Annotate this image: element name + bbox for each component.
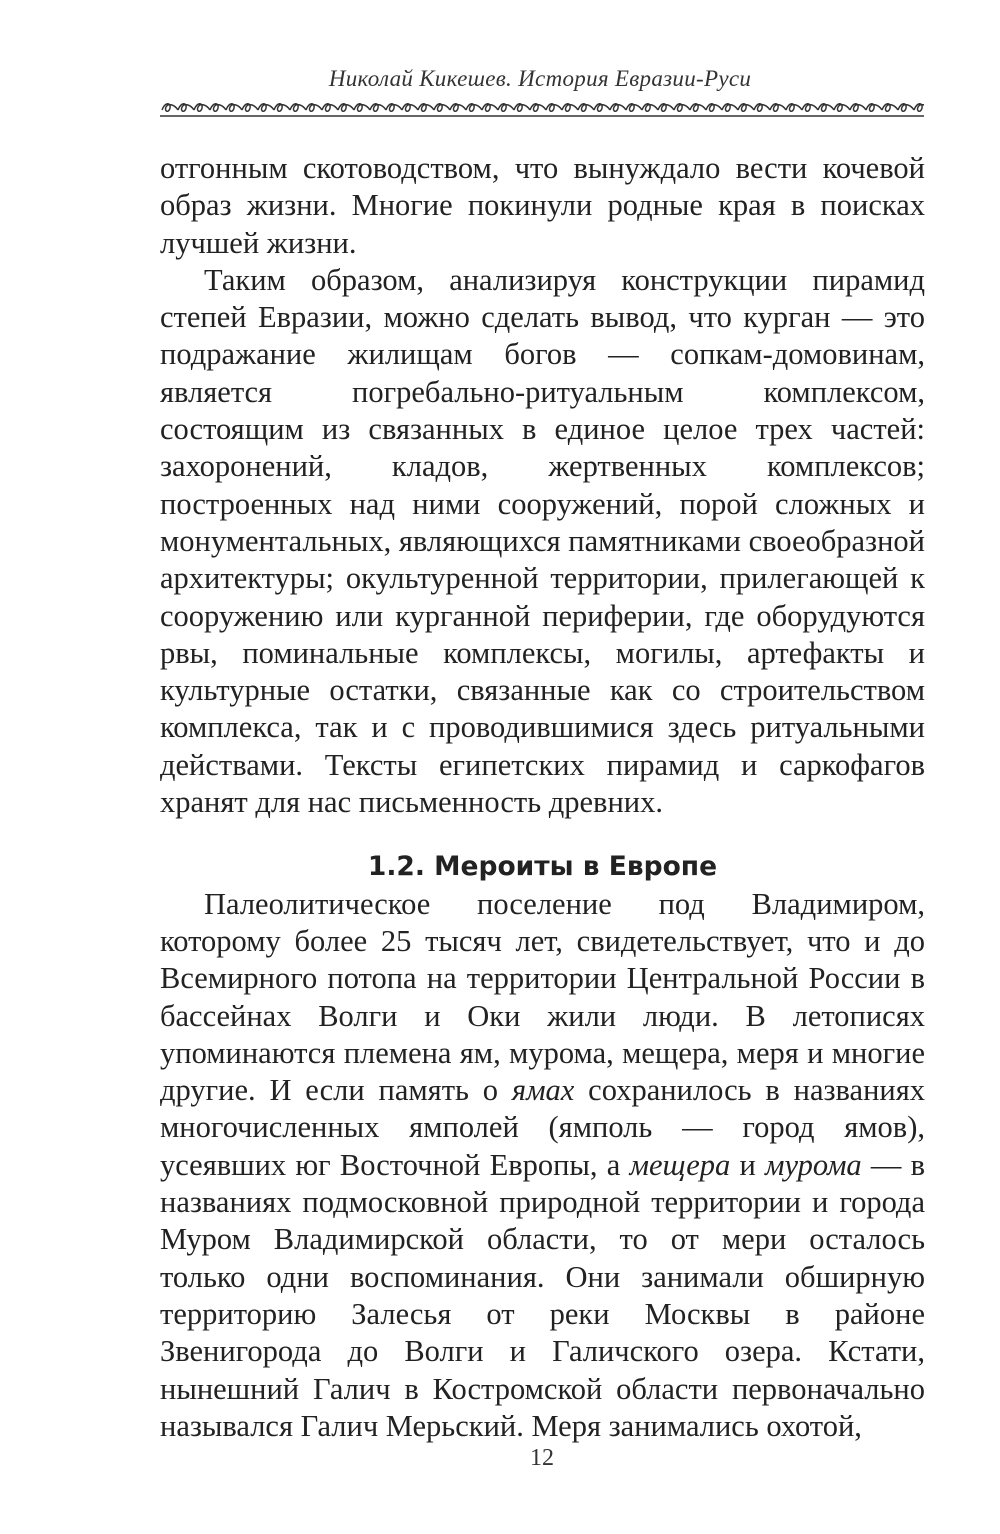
- main-text: [160, 150, 925, 1445]
- paragraph-continued: отгонным скотоводством, что вынуждало вести кочевой образ жизни. Многие покинули родные края в поисках лучшей жизни.: [160, 151, 925, 260]
- section-heading: 1.2. Мероиты в Европе: [367, 851, 718, 883]
- ornament-loops: [162, 104, 924, 112]
- ornamental-divider: [160, 98, 924, 120]
- running-title: Николай Кикешев. История Евразии-Руси: [328, 66, 752, 91]
- term-yamy: ямах: [511, 1073, 575, 1108]
- page-number: 12: [530, 1445, 554, 1471]
- paragraph-kurgan-conclusion: Таким образом, анализируя конструкции пирамид степей Евразии, можно сделать вывод, что курган — это подражание жилищам богов — сопкам-домовинам, является погребально-ритуальным комплексом, состоящим из связанных в единое целое трех частей: захоронений, кладов, жертвенных комплексов; построенных над ними сооружений, порой сложных и монументальных, являющихся памятниками своеобразной архитектуры; окультуренной территории, прилегающей к сооружению или курганной периферии, где оборудуются рвы, поминальные комплексы, могилы, артефакты и культурные остатки, связанные как со строительством комплекса, так и с проводившимися здесь ритуальными действами. Тексты египетских пирамид и саркофагов хранят для нас письменность древних.: [160, 262, 925, 820]
- term-meshchera: мещера: [629, 1147, 731, 1182]
- term-muroma: мурома: [765, 1147, 862, 1182]
- paragraph-meroites: Палеолитическое поселение под Владимиром, которому более 25 тысяч лет, свидетельствует, что и до Всемирного потопа на территории Центральной России в бассейнах Волги и Оки жили люди. В летописях упоминаются племена ям, мурома, мещера, меря и многие другие. И если память о ямах сохранилось в названиях многочисленных ямполей (ямполь — город ямов), усеявших юг Восточной Европы, а мещера и мурома — в названиях подмосковной природной территории и города Муром Владимирской области, то от мери осталось только одни воспоминания. Они занимали обширную территорию Залесья от реки Москвы в районе Звенигорода до Волги и Галичского озера. Кстати, нынешний Галич в Костромской области первоначально назывался Галич Мерьский. Меря занимались охотой,: [160, 886, 925, 1443]
